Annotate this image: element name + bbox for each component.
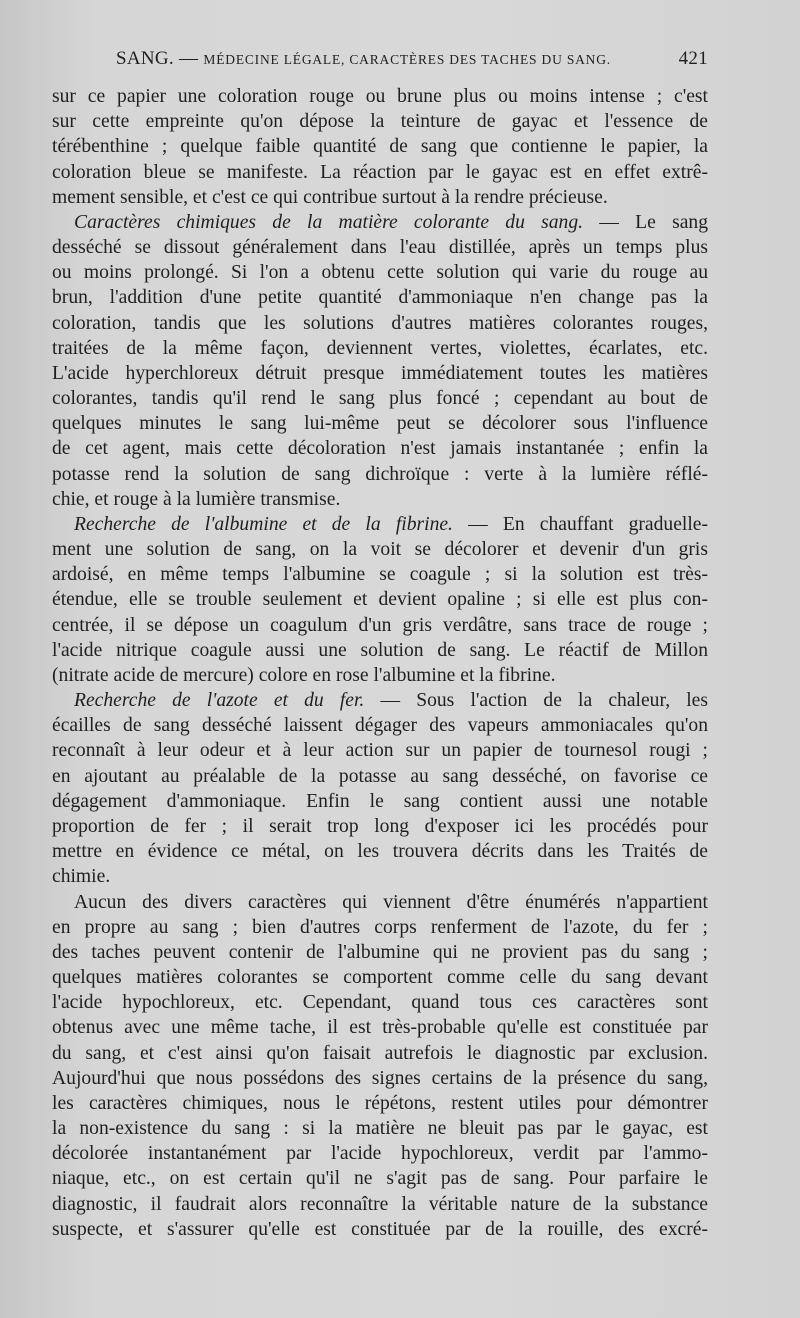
text-line: [52, 487, 708, 512]
text-line: [52, 235, 708, 260]
text-line: [52, 613, 708, 638]
line-text: — En chauffant graduelle-: [452, 513, 708, 535]
text-line: [52, 738, 708, 763]
text-line: [52, 1041, 708, 1066]
text-line: [52, 1166, 708, 1191]
line-text: L'acide hyperchloreux détruit presque immédiatement toutes les matières: [52, 362, 708, 384]
page-number: 421: [678, 48, 708, 69]
line-text: reconnaît à leur odeur et à leur action sur un papier de tournesol rougi ;: [52, 740, 708, 762]
text-line: [52, 134, 708, 159]
text-line: [52, 789, 708, 814]
line-text: en propre au sang ; bien d'autres corps renferment de l'azote, du fer ;: [52, 916, 708, 938]
line-text: ou moins prolongé. Si l'on a obtenu cette solution qui varie du rouge au: [52, 262, 708, 284]
line-text: brun, l'addition d'une petite quantité d'ammoniaque n'en change pas la: [52, 287, 708, 309]
line-text: l'acide nitrique coagule aussi une solution de sang. Le réactif de Millon: [52, 639, 708, 661]
text-line: [52, 965, 708, 990]
line-text: potasse rend la solution de sang dichroïque : verte à la lumière réflé-: [52, 463, 708, 485]
line-text: de cet agent, mais cette décoloration n'est jamais instantanée ; enfin la: [52, 438, 708, 460]
line-text: ardoisé, en même temps l'albumine se coagule ; si la solution est très-: [52, 564, 708, 586]
text-line: [52, 285, 708, 310]
text-line: [52, 562, 708, 587]
section-heading: Caractères chimiques de la matière colorante du sang.: [74, 211, 584, 233]
line-text: centrée, il se dépose un coagulum d'un gris verdâtre, sans trace de rouge ;: [52, 614, 708, 636]
text-line: [52, 587, 708, 612]
text-line: [52, 1217, 708, 1242]
text-line: [52, 663, 708, 688]
text-line: [52, 890, 708, 915]
text-line: [52, 411, 708, 436]
line-text: suspecte, et s'assurer qu'elle est constituée par de la rouille, des excré-: [52, 1218, 708, 1240]
text-line: [52, 537, 708, 562]
line-text: coloration, tandis que les solutions d'autres matières colorantes rouges,: [52, 312, 708, 334]
line-text: les caractères chimiques, nous le répétons, restent utiles pour démontrer: [52, 1092, 708, 1114]
line-text: écailles de sang desséché laissent dégager des vapeurs ammoniacales qu'on: [52, 715, 708, 737]
section-heading: Recherche de l'azote et du fer.: [74, 690, 365, 712]
line-text: traitées de la même façon, deviennent vertes, violettes, écarlates, etc.: [52, 337, 708, 359]
text-line: [52, 764, 708, 789]
text-line: [52, 512, 708, 537]
text-line: [52, 1091, 708, 1116]
text-line: [52, 260, 708, 285]
text-line: [52, 915, 708, 940]
line-text: — Sous l'action de la chaleur, les: [364, 690, 708, 712]
line-text: proportion de fer ; il serait trop long d'exposer ici les procédés pour: [52, 815, 708, 837]
line-text: chie, et rouge à la lumière transmise.: [52, 488, 341, 510]
line-text: mement sensible, et c'est ce qui contribue surtout à la rendre précieuse.: [52, 186, 608, 208]
line-text: diagnostic, il faudrait alors reconnaître la véritable nature de la substance: [52, 1193, 708, 1215]
line-text: colorantes, tandis qu'il rend le sang plus foncé ; cependant au bout de: [52, 388, 708, 410]
line-text: décolorée instantanément par l'acide hypochloreux, verdit par l'ammo-: [52, 1143, 708, 1165]
line-text: l'acide hypochloreux, etc. Cependant, quand tous ces caractères sont: [52, 992, 708, 1014]
text-line: [52, 940, 708, 965]
text-line: [52, 1015, 708, 1040]
line-text: ment une solution de sang, on la voit se décolorer et devenir d'un gris: [52, 539, 708, 561]
line-text: niaque, etc., on est certain qu'il ne s'agit pas de sang. Pour parfaire le: [52, 1168, 708, 1190]
line-text: térébenthine ; quelque faible quantité de sang que contienne le papier, la: [52, 136, 708, 158]
text-line: [52, 1116, 708, 1141]
line-text: desséché se dissout généralement dans l'eau distillée, après un temps plus: [52, 237, 708, 259]
text-line: [52, 109, 708, 134]
text-line: [52, 210, 708, 235]
text-line: [52, 1192, 708, 1217]
header-subtitle: MÉDECINE LÉGALE, CARACTÈRES DES TACHES DU SANG.: [203, 52, 611, 67]
line-text: sur cette empreinte qu'on dépose la teinture de gayac et l'essence de: [52, 111, 708, 133]
line-text: des taches peuvent contenir de l'albumine qui ne provient pas du sang ;: [52, 941, 708, 963]
text-line: [52, 1141, 708, 1166]
text-line: [52, 361, 708, 386]
text-line: [52, 839, 708, 864]
line-text: quelques matières colorantes se comportent comme celle du sang devant: [52, 967, 708, 989]
page-body: [52, 84, 708, 1242]
line-text: en ajoutant au préalable de la potasse au sang desséché, on favorise ce: [52, 765, 708, 787]
line-text: chimie.: [52, 866, 111, 888]
line-text: mettre en évidence ce métal, on les trouvera décrits dans les Traités de: [52, 841, 708, 863]
header-dash: —: [179, 48, 199, 69]
line-text: Aujourd'hui que nous possédons des signes certains de la présence du sang,: [52, 1067, 708, 1089]
header-title: [116, 48, 611, 70]
line-text: quelques minutes le sang lui-même peut se décolorer sous l'influence: [52, 413, 708, 435]
text-line: [52, 436, 708, 461]
running-header: [112, 48, 708, 76]
text-line: [52, 311, 708, 336]
text-line: [52, 462, 708, 487]
line-text: sur ce papier une coloration rouge ou brune plus ou moins intense ; c'est: [52, 86, 708, 107]
line-text: obtenus avec une même tache, il est très-probable qu'elle est constituée par: [52, 1017, 708, 1039]
text-line: [52, 386, 708, 411]
line-text: (nitrate acide de mercure) colore en rose l'albumine et la fibrine.: [52, 664, 556, 686]
section-heading: Recherche de l'albumine et de la fibrine.: [74, 513, 453, 535]
line-text: du sang, et c'est ainsi qu'on faisait autrefois le diagnostic par exclusion.: [52, 1042, 708, 1064]
text-line: [52, 713, 708, 738]
header-section: SANG.: [116, 48, 174, 69]
text-line: [52, 688, 708, 713]
line-text: étendue, elle se trouble seulement et devient opaline ; si elle est plus con-: [52, 589, 708, 611]
text-line: [52, 185, 708, 210]
text-line: [52, 638, 708, 663]
text-line: [52, 814, 708, 839]
text-line: [52, 1066, 708, 1091]
line-text: dégagement d'ammoniaque. Enfin le sang contient aussi une notable: [52, 790, 708, 812]
text-line: [52, 160, 708, 185]
text-line: [52, 84, 708, 109]
line-text: Aucun des divers caractères qui viennent d'être énumérés n'appartient: [74, 891, 708, 913]
line-text: — Le sang: [583, 211, 708, 233]
text-line: [52, 990, 708, 1015]
line-text: coloration bleue se manifeste. La réaction par le gayac est en effet extrê-: [52, 161, 708, 183]
line-text: la non-existence du sang : si la matière ne bleuit pas par le gayac, est: [52, 1118, 708, 1140]
text-line: [52, 864, 708, 889]
text-line: [52, 336, 708, 361]
